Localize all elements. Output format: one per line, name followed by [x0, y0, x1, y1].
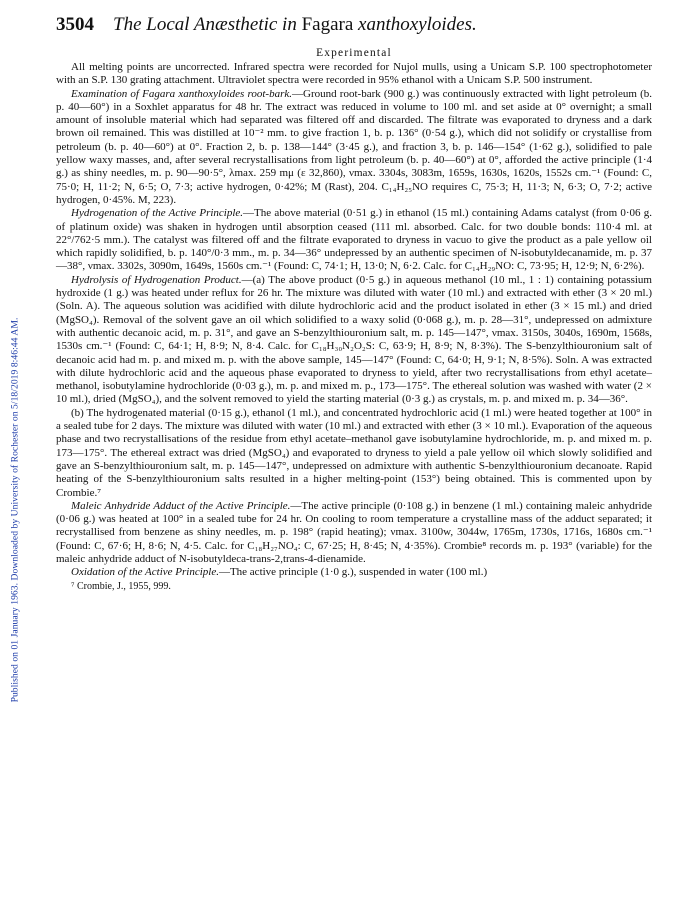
paragraph-examination	[56, 88, 652, 208]
paragraph-hydrolysis-b: (b) The hydrogenated material (0·15 g.), ethanol (1 ml.), and concentrated hydrochloric acid (1 ml.) were heated together at 100° in a sealed tube for 2 days. The mixture was diluted with water (10 ml.) and extracted with ether (3 × 10 ml.). Evaporation of the aqueous phase and two recrystallisations of the residue from ethyl acetate–methanol gave isobutylamine hydrochloride, m. p. and mixed m. p. 173—175°. The ethereal extract was dried (MgSO₄) and evaporated to dryness to yield a pale yellow oil which slowly solidified and gave an S-benzylthiouronium salt, m. p. 145—147°, undepressed on admixture with authentic S-benzylthiouronium decanoate. Rapid heating of the S-benzylthiouronium salts resulted in a higher melting-point (153°) being obtained. This is commented upon by Crombie.⁷	[56, 406, 652, 499]
running-header	[56, 14, 652, 44]
paragraph-methods: All melting points are uncorrected. Infrared spectra were recorded for Nujol mulls, using a Unicam S.P. 100 spectrophotometer with an S.P. 130 grating attachment. Ultraviolet spectra were recorded in 95% ethanol with a Unicam S.P. 500 instrument.	[56, 61, 652, 87]
download-watermark-sidebar	[0, 0, 30, 912]
download-watermark-text: Published on 01 January 1963. Downloaded by University of Rochester on 5/18/2019 8:46:44 AM.	[9, 317, 21, 703]
paragraph-lead-maleic-adduct: Maleic Anhydride Adduct of the Active Principle.	[71, 499, 291, 512]
running-title-part-1: The Local Anæsthetic in	[113, 14, 297, 35]
page-content	[56, 14, 652, 603]
paragraph-body-hydrolysis-a: —(a) The above product (0·5 g.) in aqueous methanol (10 ml., 1 : 1) containing potassium hydroxide (1 g.) was heated under reflux for 26 hr. The mixture was diluted with water (10 ml.) and extracted with ether (3 × 20 ml.) (Soln. A). The aqueous solution was acidified with dilute hydrochloric acid and the product isolated in ether (3 × 15 ml.) and dried (MgSO₄). Removal of the solvent gave an oil which solidified to a waxy solid (0·068 g.), m. p. 28—31°, undepressed on admixture with authentic decanoic acid, m. p. 31°, and gave an S-benzylthiouronium salt, m. p. 145—147°, νmax. 3150s, 3040s, 1690m, 1568s, 1530s cm.⁻¹ (Found: C, 64·1; H, 8·9; N, 8·4. Calc. for C₁₈H₃₀N₂O₂S: C, 63·9; H, 8·9; N, 8·3%). The S-benzylthiouronium salt of decanoic acid had m. p. and mixed m. p. with the above sample, 145—147° (Found: C, 64·0; H, 9·1; N, 8·5%). Soln. A was extracted with dilute hydrochloric acid and the aqueous phase evaporated to dryness to yield, after two recrystallisations from ethyl acetate–methanol, isobutylamine hydrochloride (0·03 g.), m. p. and mixed m. p., 173—175°. The ethereal solution was washed with water (2 × 10 ml.), dried (MgSO₄), and the solvent removed to yield the starting material (0·3 g.) as crystals, m. p. and mixed m. p. 34—36°.	[56, 273, 652, 406]
paragraph-maleic-adduct	[56, 500, 652, 566]
running-title-part-2: Fagara	[296, 14, 359, 35]
paragraph-lead-examination: Examination of Fagara xanthoxyloides root-bark.	[71, 87, 293, 100]
paragraph-body-maleic-adduct: —The active principle (0·108 g.) in benzene (1 ml.) containing maleic anhydride (0·06 g.) was heated at 100° in a sealed tube for 24 hr. On cooling to room temperature a crystalline mass of the adduct separated; it recrystallised from benzene as shiny needles, m. p. 198° (rapid heating); νmax. 3100w, 3044w, 1765m, 1730s, 1716s, 1680s cm.⁻¹ (Found: C, 67·6; H, 8·6; N, 4·5. Calc. for C₁₈H₂₇NO₄: C, 67·25; H, 8·45; N, 4·35%). Crombie⁸ records m. p. 193° (variable) for the maleic anhydride adduct of N-isobutyldeca-trans-2,trans-4-dienamide.	[56, 499, 652, 565]
footnote: ⁷ Crombie, J., 1955, 999.	[71, 580, 171, 592]
paragraph-body-examination: —Ground root-bark (900 g.) was continuously extracted with light petroleum (b. p. 40—60°) in a Soxhlet apparatus for 48 hr. The extract was reduced in volume to 100 ml. and set aside at 0° overnight; a small amount of insoluble material which had separated was filtered off and discarded. The filtrate was evaporated to dryness and a dark brown oil remained. This was distilled at 10⁻² mm. to give fraction 1, b. p. 136° (0·54 g.), which did not solidify or crystallise from petroleum (b. p. 40—60°) at 0°. Fraction 2, b. p. 138—144° (3·45 g.), and fraction 3, b. p. 146—154° (1·62 g.), solidified to pale yellow waxy masses, and, after several recrystallisations from light petroleum (b. p. 40—60°) at 0°, afforded the active principle (1·4 g.) as shiny needles, m. p. 90—90·5°, λmax. 259 mμ (ε 32,860), νmax. 3304s, 3083m, 1659s, 1630s, 1620s, 1552s cm.⁻¹ (Found: C, 75·0; H, 11·2; N, 6·5; O, 7·3; active hydrogen, 0·42%; M (Rast), 204. C₁₄H₂₅NO requires C, 75·3; H, 11·3; N, 6·3; O, 7·2; active hydrogen, 0·45%. M, 223).	[56, 87, 652, 206]
paragraph-body-hydrogenation: —The above material (0·51 g.) in ethanol (15 ml.) containing Adams catalyst (from 0·06 g. of platinum oxide) was shaken in hydrogen until absorption ceased (111 ml. absorbed. Calc. for two double bonds: 110·4 ml. at 22°/762·5 mm.). The catalyst was filtered off and the filtrate evaporated to dryness in vacuo to give the product as a pale yellow oil which rapidly solidified, b. p. 140°/0·3 mm., m. p. 34—36° undepressed by an authentic specimen of N-isobutyldecanamide, m. p. 37—38°, νmax. 3302s, 3090m, 1649s, 1560s cm.⁻¹ (Found: C, 74·1; H, 13·0; N, 6·2. Calc. for C₁₄H₂₉NO: C, 73·95; H, 12·9; N, 6·2%).	[56, 207, 652, 273]
paragraph-hydrogenation	[56, 207, 652, 273]
running-title-part-3: xanthoxyloides.	[358, 14, 477, 35]
paragraph-lead-hydrogenation: Hydrogenation of the Active Principle.	[71, 207, 244, 220]
running-title	[113, 14, 477, 36]
paragraph-hydrolysis-a	[56, 274, 652, 407]
paragraph-oxidation	[56, 566, 652, 579]
page-number: 3504	[56, 14, 94, 35]
paragraph-lead-oxidation: Oxidation of the Active Principle.	[71, 566, 219, 579]
paragraph-lead-hydrolysis: Hydrolysis of Hydrogenation Product.	[71, 273, 242, 286]
paragraph-body-oxidation: —The active principle (1·0 g.), suspended in water (100 ml.)	[218, 566, 488, 579]
section-heading: Experimental	[316, 47, 392, 59]
